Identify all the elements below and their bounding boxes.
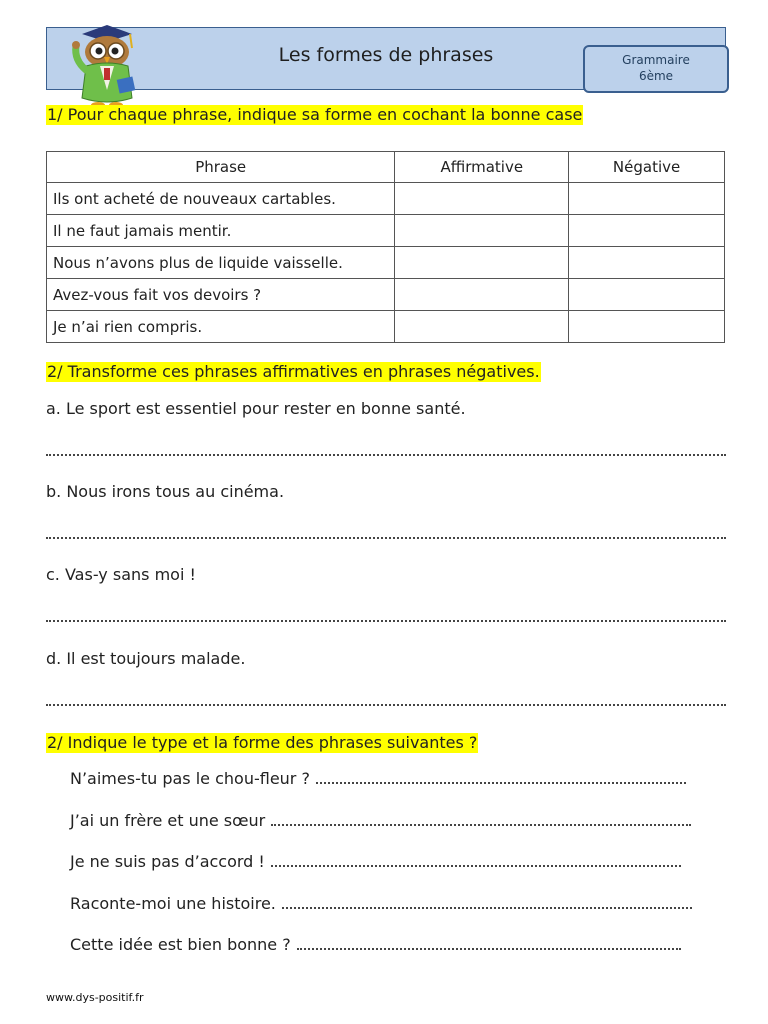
answer-line[interactable]: [271, 851, 681, 867]
column-header-phrase: Phrase: [47, 152, 395, 183]
phrase-cell: Je n’ai rien compris.: [47, 311, 395, 343]
section3-instruction: 2/ Indique le type et la forme des phrases suivantes ?: [47, 733, 478, 752]
type-item: [70, 934, 681, 954]
exercise-item-b: b. Nous irons tous au cinéma.: [46, 482, 285, 501]
forms-table: [46, 151, 725, 343]
exercise-item-d: d. Il est toujours malade.: [46, 649, 246, 668]
exercise-item-c: c. Vas-y sans moi !: [46, 565, 196, 584]
section2-instruction: 2/ Transforme ces phrases affirmatives en phrases négatives.: [47, 362, 540, 381]
table-row: [47, 247, 725, 279]
section1-instruction: 1/ Pour chaque phrase, indique sa forme en cochant la bonne case: [47, 105, 583, 124]
type-item: [70, 851, 681, 871]
answer-line[interactable]: [271, 810, 691, 826]
badge-grade: 6ème: [638, 69, 674, 83]
answer-line-d[interactable]: [46, 702, 726, 706]
answer-line-c[interactable]: [46, 618, 726, 622]
page-title: Les formes de phrases: [278, 44, 494, 66]
type-item-text: Je ne suis pas d’accord !: [70, 852, 265, 871]
affirmative-checkbox-cell[interactable]: [395, 215, 569, 247]
table-row: [47, 215, 725, 247]
table-header-row: [47, 152, 725, 183]
footer-site: www.dys-positif.fr: [46, 991, 144, 1004]
table-row: [47, 183, 725, 215]
column-header-negative: Négative: [569, 152, 725, 183]
type-item-text: J’ai un frère et une sœur: [70, 811, 266, 830]
answer-line[interactable]: [316, 768, 686, 784]
negative-checkbox-cell[interactable]: [569, 311, 725, 343]
type-item: [70, 768, 686, 788]
answer-line[interactable]: [297, 934, 681, 950]
table-row: [47, 279, 725, 311]
negative-checkbox-cell[interactable]: [569, 183, 725, 215]
negative-checkbox-cell[interactable]: [569, 247, 725, 279]
subject-badge: [583, 45, 729, 93]
phrase-cell: Il ne faut jamais mentir.: [47, 215, 395, 247]
phrase-cell: Ils ont acheté de nouveaux cartables.: [47, 183, 395, 215]
type-item-text: N’aimes-tu pas le chou-fleur ?: [70, 769, 310, 788]
answer-line[interactable]: [282, 893, 692, 909]
answer-line-a[interactable]: [46, 452, 726, 456]
owl-teacher-icon: [62, 20, 152, 112]
column-header-affirmative: Affirmative: [395, 152, 569, 183]
affirmative-checkbox-cell[interactable]: [395, 247, 569, 279]
badge-subject: Grammaire: [622, 53, 690, 67]
answer-line-b[interactable]: [46, 535, 726, 539]
affirmative-checkbox-cell[interactable]: [395, 279, 569, 311]
type-item-text: Raconte-moi une histoire.: [70, 894, 276, 913]
phrase-cell: Nous n’avons plus de liquide vaisselle.: [47, 247, 395, 279]
type-item: [70, 893, 692, 913]
affirmative-checkbox-cell[interactable]: [395, 311, 569, 343]
exercise-item-a: a. Le sport est essentiel pour rester en bonne santé.: [46, 399, 466, 418]
type-item-text: Cette idée est bien bonne ?: [70, 935, 291, 954]
negative-checkbox-cell[interactable]: [569, 215, 725, 247]
phrase-cell: Avez-vous fait vos devoirs ?: [47, 279, 395, 311]
table-row: [47, 311, 725, 343]
affirmative-checkbox-cell[interactable]: [395, 183, 569, 215]
type-item: [70, 810, 691, 830]
negative-checkbox-cell[interactable]: [569, 279, 725, 311]
